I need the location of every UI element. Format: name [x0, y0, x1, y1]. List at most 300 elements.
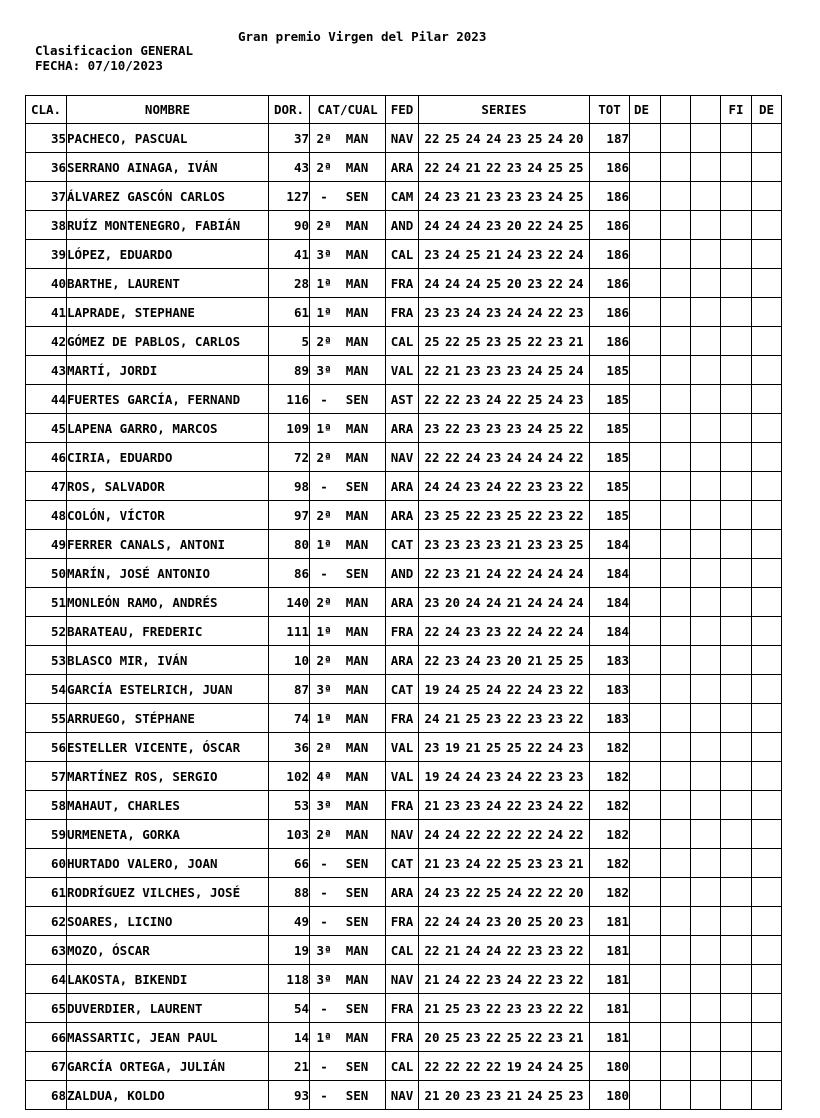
- cell-tot: 186: [590, 298, 630, 327]
- cell-nombre: URMENETA, GORKA: [67, 820, 269, 849]
- cell-series: [419, 965, 590, 994]
- cell-dor: 49: [269, 907, 310, 936]
- cell-fed: ARA: [386, 878, 419, 907]
- table-row: [26, 733, 782, 762]
- cell-fed: CAT: [386, 849, 419, 878]
- cell-series: [419, 878, 590, 907]
- table-row: [26, 298, 782, 327]
- cell-fed: NAV: [386, 965, 419, 994]
- cell-dor: 90: [269, 211, 310, 240]
- series-scores: 24 23 21 23 23 23 24 25: [424, 188, 584, 204]
- cell-cat-cual: [310, 936, 386, 965]
- cell-series: [419, 443, 590, 472]
- cell-de: [630, 530, 661, 559]
- series-scores: 24 24 23 24 22 23 23 22: [424, 478, 584, 494]
- cell-de-2: [752, 298, 782, 327]
- cell-fed: FRA: [386, 1023, 419, 1052]
- cell-nombre: RUÍZ MONTENEGRO, FABIÁN: [67, 211, 269, 240]
- cell-cla: 67: [26, 1052, 67, 1081]
- cell-de-2: [752, 240, 782, 269]
- cell-blank-2: [691, 501, 721, 530]
- cell-dor: 36: [269, 733, 310, 762]
- cell-series: [419, 327, 590, 356]
- cell-de-2: [752, 965, 782, 994]
- cell-blank-1: [661, 298, 691, 327]
- cell-nombre: LAKOSTA, BIKENDI: [67, 965, 269, 994]
- cell-blank-1: [661, 762, 691, 791]
- cell-blank-2: [691, 675, 721, 704]
- cell-fi: [721, 617, 752, 646]
- table-row: [26, 327, 782, 356]
- cell-cat-cual: [310, 994, 386, 1023]
- col-header-dor: DOR.: [269, 96, 310, 124]
- cell-cat-cual: [310, 617, 386, 646]
- cell-fi: [721, 443, 752, 472]
- table-row: [26, 269, 782, 298]
- cell-cla: 62: [26, 907, 67, 936]
- cell-nombre: PACHECO, PASCUAL: [67, 124, 269, 153]
- cell-dor: 66: [269, 849, 310, 878]
- cell-cla: 61: [26, 878, 67, 907]
- cell-fi: [721, 153, 752, 182]
- cell-tot: 181: [590, 994, 630, 1023]
- cell-cat: 3ª: [316, 362, 332, 378]
- cell-cla: 58: [26, 791, 67, 820]
- cell-cual: MAN: [345, 536, 369, 552]
- cell-blank-1: [661, 327, 691, 356]
- cell-blank-1: [661, 240, 691, 269]
- col-header-cat-cual: CAT/CUAL: [310, 96, 386, 124]
- cell-cual: MAN: [345, 1029, 369, 1045]
- cell-blank-1: [661, 501, 691, 530]
- cell-cla: 39: [26, 240, 67, 269]
- cell-cual: MAN: [345, 362, 369, 378]
- cell-cual: MAN: [345, 623, 369, 639]
- cell-de-2: [752, 878, 782, 907]
- cell-cual: SEN: [345, 1058, 369, 1074]
- cell-dor: 14: [269, 1023, 310, 1052]
- cell-cla: 66: [26, 1023, 67, 1052]
- cell-blank-1: [661, 269, 691, 298]
- cell-dor: 140: [269, 588, 310, 617]
- cell-cual: SEN: [345, 913, 369, 929]
- cell-fi: [721, 762, 752, 791]
- series-scores: 22 24 23 23 22 24 22 24: [424, 623, 584, 639]
- cell-cat-cual: [310, 269, 386, 298]
- cell-cual: MAN: [345, 159, 369, 175]
- cell-cla: 45: [26, 414, 67, 443]
- table-row: [26, 617, 782, 646]
- cell-series: [419, 211, 590, 240]
- cell-cat-cual: [310, 385, 386, 414]
- cell-de: [630, 153, 661, 182]
- series-scores: 23 19 21 25 25 22 24 23: [424, 739, 584, 755]
- cell-series: [419, 849, 590, 878]
- table-row: [26, 443, 782, 472]
- cell-nombre: ARRUEGO, STÉPHANE: [67, 704, 269, 733]
- cell-cat-cual: [310, 878, 386, 907]
- cell-fi: [721, 878, 752, 907]
- cell-cat: 3ª: [316, 681, 332, 697]
- cell-series: [419, 762, 590, 791]
- cell-cla: 57: [26, 762, 67, 791]
- cell-blank-2: [691, 1081, 721, 1110]
- cell-blank-1: [661, 530, 691, 559]
- cell-fed: VAL: [386, 733, 419, 762]
- cell-de: [630, 501, 661, 530]
- cell-fi: [721, 211, 752, 240]
- cell-de-2: [752, 182, 782, 211]
- cell-de: [630, 994, 661, 1023]
- cell-fed: AND: [386, 559, 419, 588]
- cell-nombre: SERRANO AINAGA, IVÁN: [67, 153, 269, 182]
- series-scores: 22 22 24 23 24 24 24 22: [424, 449, 584, 465]
- cell-dor: 89: [269, 356, 310, 385]
- cell-tot: 183: [590, 704, 630, 733]
- cell-fed: NAV: [386, 443, 419, 472]
- cell-dor: 74: [269, 704, 310, 733]
- table-row: [26, 704, 782, 733]
- cell-cla: 60: [26, 849, 67, 878]
- series-scores: 25 22 25 23 25 22 23 21: [424, 333, 584, 349]
- cell-cat: 2ª: [316, 130, 332, 146]
- cell-fed: FRA: [386, 298, 419, 327]
- cell-series: [419, 472, 590, 501]
- cell-cat: 2ª: [316, 652, 332, 668]
- cell-series: [419, 907, 590, 936]
- cell-cual: MAN: [345, 333, 369, 349]
- table-row: [26, 1023, 782, 1052]
- cell-cla: 41: [26, 298, 67, 327]
- cell-dor: 5: [269, 327, 310, 356]
- cell-cla: 52: [26, 617, 67, 646]
- cell-de-2: [752, 1023, 782, 1052]
- cell-tot: 186: [590, 153, 630, 182]
- cell-fi: [721, 327, 752, 356]
- cell-nombre: SOARES, LICINO: [67, 907, 269, 936]
- cell-de-2: [752, 124, 782, 153]
- cell-cat-cual: [310, 414, 386, 443]
- series-scores: 22 23 21 24 22 24 24 24: [424, 565, 584, 581]
- series-scores: 21 20 23 23 21 24 25 23: [424, 1087, 584, 1103]
- cell-cat: 1ª: [316, 275, 332, 291]
- cell-fi: [721, 646, 752, 675]
- cell-series: [419, 530, 590, 559]
- cell-blank-2: [691, 936, 721, 965]
- cell-nombre: LÓPEZ, EDUARDO: [67, 240, 269, 269]
- cell-blank-1: [661, 849, 691, 878]
- cell-dor: 37: [269, 124, 310, 153]
- cell-de-2: [752, 646, 782, 675]
- table-row: [26, 994, 782, 1023]
- cell-de: [630, 298, 661, 327]
- cell-cla: 37: [26, 182, 67, 211]
- cell-tot: 187: [590, 124, 630, 153]
- cell-dor: 88: [269, 878, 310, 907]
- cell-cual: MAN: [345, 681, 369, 697]
- cell-fed: NAV: [386, 820, 419, 849]
- cell-fi: [721, 530, 752, 559]
- cell-tot: 186: [590, 211, 630, 240]
- cell-fed: NAV: [386, 124, 419, 153]
- cell-series: [419, 1023, 590, 1052]
- cell-blank-2: [691, 414, 721, 443]
- cell-tot: 186: [590, 240, 630, 269]
- cell-de-2: [752, 530, 782, 559]
- cell-dor: 72: [269, 443, 310, 472]
- col-header-de-2: DE: [752, 96, 782, 124]
- table-row: [26, 646, 782, 675]
- cell-cla: 35: [26, 124, 67, 153]
- cell-dor: 127: [269, 182, 310, 211]
- cell-cat: -: [320, 1000, 328, 1016]
- cell-blank-2: [691, 849, 721, 878]
- cell-cual: SEN: [345, 884, 369, 900]
- cell-cat: 3ª: [316, 971, 332, 987]
- cell-cla: 68: [26, 1081, 67, 1110]
- cell-cual: MAN: [345, 304, 369, 320]
- cell-cat: 2ª: [316, 507, 332, 523]
- cell-fi: [721, 385, 752, 414]
- col-header-fi: FI: [721, 96, 752, 124]
- cell-fed: FRA: [386, 791, 419, 820]
- cell-cat-cual: [310, 704, 386, 733]
- cell-series: [419, 646, 590, 675]
- cell-tot: 183: [590, 675, 630, 704]
- cell-series: [419, 269, 590, 298]
- cell-fi: [721, 501, 752, 530]
- cell-fed: CAL: [386, 240, 419, 269]
- cell-cat-cual: [310, 791, 386, 820]
- series-scores: 23 23 23 23 21 23 23 25: [424, 536, 584, 552]
- cell-tot: 185: [590, 443, 630, 472]
- table-row: [26, 182, 782, 211]
- cell-blank-2: [691, 1052, 721, 1081]
- cell-cla: 42: [26, 327, 67, 356]
- cell-cat: 1ª: [316, 420, 332, 436]
- series-scores: 19 24 25 24 22 24 23 22: [424, 681, 584, 697]
- cell-fed: CAL: [386, 327, 419, 356]
- cell-cat: 2ª: [316, 159, 332, 175]
- cell-cat-cual: [310, 153, 386, 182]
- cell-dor: 102: [269, 762, 310, 791]
- cell-tot: 184: [590, 559, 630, 588]
- cell-series: [419, 733, 590, 762]
- cell-cla: 64: [26, 965, 67, 994]
- series-scores: 23 24 25 21 24 23 22 24: [424, 246, 584, 262]
- cell-blank-1: [661, 211, 691, 240]
- cell-de-2: [752, 501, 782, 530]
- cell-de: [630, 704, 661, 733]
- cell-blank-2: [691, 327, 721, 356]
- cell-tot: 180: [590, 1081, 630, 1110]
- cell-nombre: GARCÍA ESTELRICH, JUAN: [67, 675, 269, 704]
- cell-de-2: [752, 675, 782, 704]
- cell-de-2: [752, 443, 782, 472]
- cell-fi: [721, 965, 752, 994]
- cell-fed: FRA: [386, 617, 419, 646]
- cell-series: [419, 588, 590, 617]
- cell-fi: [721, 704, 752, 733]
- cell-cla: 50: [26, 559, 67, 588]
- report-date: FECHA: 07/10/2023: [35, 58, 163, 73]
- series-scores: 23 25 22 23 25 22 23 22: [424, 507, 584, 523]
- cell-cat-cual: [310, 965, 386, 994]
- table-row: [26, 240, 782, 269]
- cell-series: [419, 704, 590, 733]
- cell-de: [630, 1052, 661, 1081]
- cell-blank-1: [661, 153, 691, 182]
- table-row: [26, 878, 782, 907]
- cell-fi: [721, 733, 752, 762]
- cell-fi: [721, 936, 752, 965]
- table-row: [26, 965, 782, 994]
- series-scores: 21 25 23 22 23 23 22 22: [424, 1000, 584, 1016]
- report-title: Gran premio Virgen del Pilar 2023: [238, 29, 487, 44]
- cell-tot: 182: [590, 762, 630, 791]
- series-scores: 23 23 24 23 24 24 22 23: [424, 304, 584, 320]
- series-scores: 24 23 22 25 24 22 22 20: [424, 884, 584, 900]
- table-row: [26, 124, 782, 153]
- cell-blank-1: [661, 182, 691, 211]
- cell-blank-2: [691, 588, 721, 617]
- cell-tot: 180: [590, 1052, 630, 1081]
- cell-cat-cual: [310, 588, 386, 617]
- table-row: [26, 762, 782, 791]
- cell-cat: 1ª: [316, 536, 332, 552]
- cell-nombre: MARTÍ, JORDI: [67, 356, 269, 385]
- cell-fi: [721, 994, 752, 1023]
- cell-de-2: [752, 269, 782, 298]
- cell-cat-cual: [310, 1023, 386, 1052]
- col-header-series: SERIES: [419, 96, 590, 124]
- cell-tot: 181: [590, 965, 630, 994]
- cell-de: [630, 646, 661, 675]
- cell-cat: -: [320, 188, 328, 204]
- cell-cat-cual: [310, 1052, 386, 1081]
- cell-nombre: HURTADO VALERO, JOAN: [67, 849, 269, 878]
- cell-fed: ARA: [386, 153, 419, 182]
- cell-blank-1: [661, 1052, 691, 1081]
- cell-cat-cual: [310, 733, 386, 762]
- cell-cual: SEN: [345, 855, 369, 871]
- cell-blank-2: [691, 559, 721, 588]
- table-row: [26, 385, 782, 414]
- cell-nombre: RODRÍGUEZ VILCHES, JOSÉ: [67, 878, 269, 907]
- cell-de-2: [752, 385, 782, 414]
- cell-de: [630, 124, 661, 153]
- cell-fed: CAT: [386, 675, 419, 704]
- cell-blank-1: [661, 1081, 691, 1110]
- cell-fi: [721, 1081, 752, 1110]
- cell-de: [630, 617, 661, 646]
- cell-cla: 56: [26, 733, 67, 762]
- cell-fi: [721, 849, 752, 878]
- col-header-tot: TOT: [590, 96, 630, 124]
- series-scores: 22 22 22 22 19 24 24 25: [424, 1058, 584, 1074]
- cell-dor: 61: [269, 298, 310, 327]
- cell-de: [630, 762, 661, 791]
- cell-de: [630, 356, 661, 385]
- cell-dor: 21: [269, 1052, 310, 1081]
- cell-cual: SEN: [345, 565, 369, 581]
- cell-cual: MAN: [345, 594, 369, 610]
- cell-de-2: [752, 617, 782, 646]
- series-scores: 24 21 25 23 22 23 23 22: [424, 710, 584, 726]
- cell-tot: 184: [590, 588, 630, 617]
- col-header-blank-1: [661, 96, 691, 124]
- cell-series: [419, 1052, 590, 1081]
- cell-de: [630, 733, 661, 762]
- cell-blank-1: [661, 791, 691, 820]
- cell-nombre: BARTHE, LAURENT: [67, 269, 269, 298]
- cell-cla: 51: [26, 588, 67, 617]
- cell-nombre: MARTÍNEZ ROS, SERGIO: [67, 762, 269, 791]
- table-row: [26, 559, 782, 588]
- cell-nombre: FERRER CANALS, ANTONI: [67, 530, 269, 559]
- cell-de: [630, 443, 661, 472]
- cell-cual: SEN: [345, 478, 369, 494]
- cell-de: [630, 414, 661, 443]
- cell-cat: 2ª: [316, 217, 332, 233]
- cell-tot: 185: [590, 356, 630, 385]
- cell-nombre: MONLEÓN RAMO, ANDRÉS: [67, 588, 269, 617]
- cell-de: [630, 588, 661, 617]
- cell-blank-2: [691, 1023, 721, 1052]
- cell-dor: 87: [269, 675, 310, 704]
- cell-de-2: [752, 820, 782, 849]
- cell-tot: 185: [590, 414, 630, 443]
- cell-de: [630, 385, 661, 414]
- cell-blank-1: [661, 907, 691, 936]
- cell-cat: 2ª: [316, 449, 332, 465]
- cell-cat: -: [320, 478, 328, 494]
- cell-cual: MAN: [345, 130, 369, 146]
- cell-nombre: ROS, SALVADOR: [67, 472, 269, 501]
- cell-cat-cual: [310, 327, 386, 356]
- cell-fed: NAV: [386, 1081, 419, 1110]
- cell-cat: 3ª: [316, 942, 332, 958]
- cell-blank-1: [661, 704, 691, 733]
- table-row: [26, 675, 782, 704]
- cell-de-2: [752, 414, 782, 443]
- cell-tot: 184: [590, 617, 630, 646]
- cell-de: [630, 240, 661, 269]
- table-row: [26, 849, 782, 878]
- cell-nombre: ESTELLER VICENTE, ÓSCAR: [67, 733, 269, 762]
- cell-series: [419, 1081, 590, 1110]
- cell-cual: MAN: [345, 739, 369, 755]
- col-header-de: DE: [630, 96, 661, 124]
- cell-series: [419, 791, 590, 820]
- col-header-blank-2: [691, 96, 721, 124]
- cell-cat: 3ª: [316, 797, 332, 813]
- cell-blank-1: [661, 385, 691, 414]
- cell-tot: 182: [590, 820, 630, 849]
- cell-blank-1: [661, 472, 691, 501]
- cell-de: [630, 965, 661, 994]
- cell-tot: 185: [590, 385, 630, 414]
- cell-series: [419, 936, 590, 965]
- cell-fed: ARA: [386, 646, 419, 675]
- cell-blank-2: [691, 385, 721, 414]
- cell-series: [419, 298, 590, 327]
- cell-fed: VAL: [386, 762, 419, 791]
- cell-cat: -: [320, 391, 328, 407]
- cell-blank-2: [691, 994, 721, 1023]
- cell-fed: AST: [386, 385, 419, 414]
- cell-fed: FRA: [386, 994, 419, 1023]
